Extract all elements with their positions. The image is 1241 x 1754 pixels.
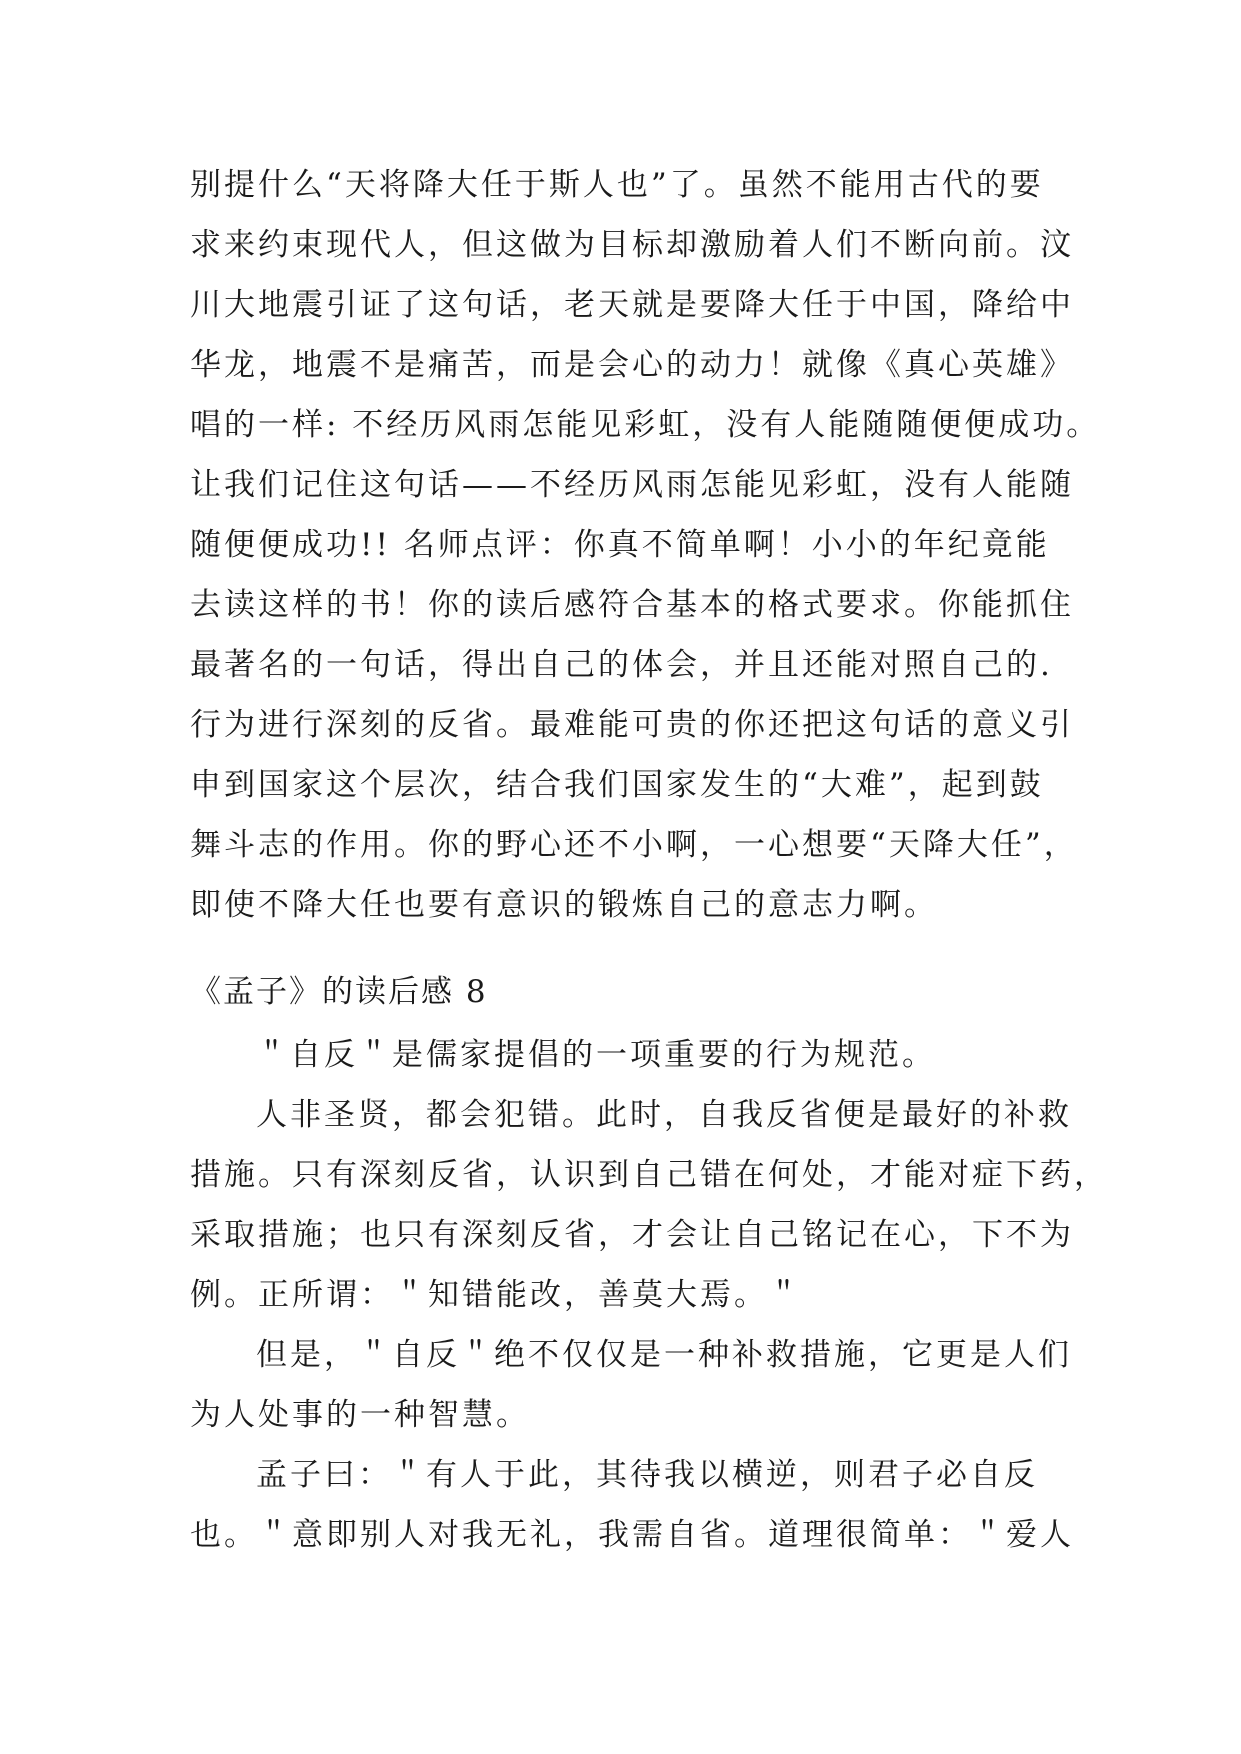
- paragraph-first-line: ＂自反＂是儒家提倡的一项重要的行为规范。: [256, 1037, 936, 1073]
- text-line: 求来约束现代人，但这做为目标却激励着人们不断向前。汶: [190, 227, 1074, 263]
- text-line: 行为进行深刻的反省。最难能可贵的你还把这句话的意义引: [190, 707, 1074, 743]
- text-line: 舞斗志的作用。你的野心还不小啊，一心想要“天降大任”，: [190, 827, 1078, 863]
- paragraph-first-line: 孟子曰：＂有人于此，其待我以横逆，则君子必自反: [256, 1457, 1038, 1493]
- text-line: 采取措施；也只有深刻反省，才会让自己铭记在心，下不为: [190, 1217, 1074, 1253]
- paragraph-first-line: 人非圣贤，都会犯错。此时，自我反省便是最好的补救: [256, 1097, 1072, 1133]
- text-line: 让我们记住这句话——不经历风雨怎能见彩虹，没有人能随: [190, 467, 1074, 503]
- text-line: 例。正所谓：＂知错能改，善莫大焉。＂: [190, 1277, 802, 1313]
- text-line: 华龙，地震不是痛苦，而是会心的动力！就像《真心英雄》: [190, 347, 1074, 383]
- text-line: 唱的一样: 不经历风雨怎能见彩虹，没有人能随随便便成功。: [190, 407, 1101, 443]
- text-line: 最著名的一句话，得出自己的体会，并且还能对照自己的.: [190, 647, 1053, 683]
- text-line: 随便便成功!! 名师点评：你真不简单啊！小小的年纪竟能: [190, 527, 1050, 563]
- text-line: 去读这样的书！你的读后感符合基本的格式要求。你能抓住: [190, 587, 1074, 623]
- text-line: 即使不降大任也要有意识的锻炼自己的意志力啊。: [190, 887, 938, 923]
- text-line: 为人处事的一种智慧。: [190, 1397, 530, 1433]
- text-line: 申到国家这个层次，结合我们国家发生的“大难”，起到鼓: [190, 767, 1044, 803]
- text-line: 川大地震引证了这句话，老天就是要降大任于中国，降给中: [190, 287, 1074, 323]
- text-line: 措施。只有深刻反省，认识到自己错在何处，才能对症下药，: [190, 1157, 1108, 1193]
- paragraph-first-line: 但是，＂自反＂绝不仅仅是一种补救措施，它更是人们: [256, 1337, 1072, 1373]
- passage-continued: [190, 155, 1101, 935]
- text-line: 也。＂意即别人对我无礼，我需自省。道理很简单：＂爱人: [190, 1517, 1074, 1553]
- section-heading: 《孟子》的读后感 8: [190, 974, 488, 1010]
- text-line: 别提什么“天将降大任于斯人也”了。虽然不能用古代的要: [190, 167, 1044, 203]
- passage-essay-8: [190, 1025, 1108, 1565]
